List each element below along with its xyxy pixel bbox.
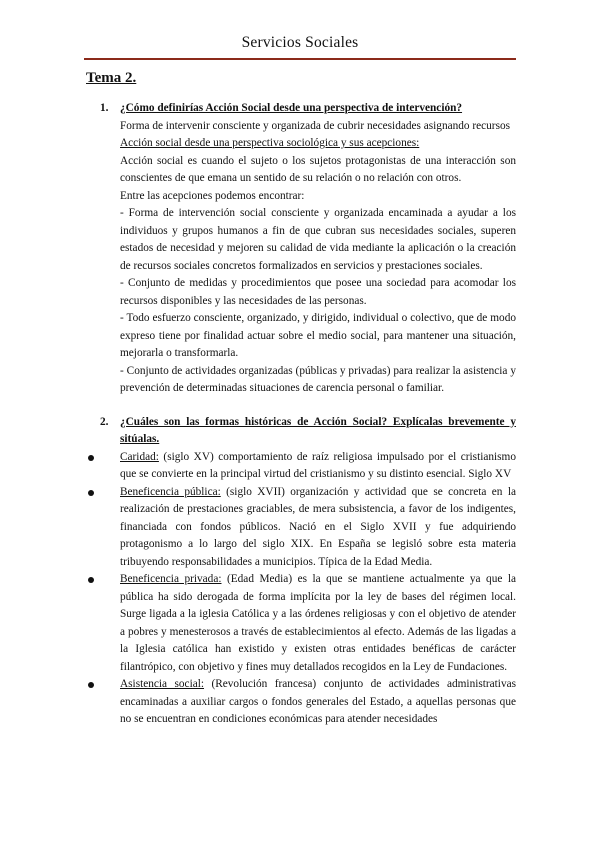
bullet-icon — [88, 577, 94, 583]
question-2 — [84, 414, 516, 449]
bullet-icon — [88, 455, 94, 461]
term-description: (Revolución francesa) conjunto de actividades administrativas encaminadas a auxiliar cargos o fondos generales del Estado, a aquellas personas que no se encuentran en condiciones económicas para atender necesidades — [120, 678, 517, 725]
historical-forms-list — [84, 449, 516, 729]
list-item — [84, 571, 516, 676]
question-2-title: ¿Cuáles son las formas históricas de Acción Social? Explícalas brevemente y sitúalas. — [120, 415, 516, 445]
bullet-icon — [88, 490, 94, 496]
page-header-title: Servicios Sociales — [241, 34, 359, 51]
answer-subtitle: Acción social desde una perspectiva sociológica y sus acepciones: — [120, 137, 420, 149]
acepcion-item: - Todo esfuerzo consciente, organizado, y dirigido, individual o colectivo, que de modo expreso tiene por finalidad actuar sobre el medio social, para mantener una situación, mejorarla o transformarla. — [120, 312, 516, 359]
list-item — [84, 449, 516, 484]
spacer — [84, 398, 516, 414]
bullet-icon — [88, 682, 94, 688]
acepcion-item: - Conjunto de medidas y procedimientos que posee una sociedad para acomodar los recursos disponibles y las necesidades de las personas. — [120, 277, 516, 307]
question-1-title: ¿Cómo definirías Acción Social desde una perspectiva de intervención? — [120, 102, 463, 114]
question-1 — [84, 100, 516, 398]
document-body — [84, 100, 516, 729]
question-1-number: 1. — [100, 102, 109, 114]
term-description: (siglo XVII) organización y actividad que se concreta en la realización de prestaciones graciables, de mera subsistencia, a favor de los indigentes, financiada con fondos públicos. Nació en el Siglo XVII y fue adquiriendo protagonismo a lo largo del siglo XIX. En España se legisló sobre esta materia tribuyendo responsabilidades a municipios. Típica de la Edad Media. — [120, 485, 516, 568]
list-item — [84, 676, 516, 729]
section-title: Tema 2. — [86, 70, 137, 86]
question-2-number: 2. — [100, 415, 109, 428]
header-rule — [84, 58, 516, 60]
acepcion-item: - Forma de intervención social consciente y organizada encaminada a ayudar a los individuos y grupos humanos a fin de que cubran sus necesidades sociales, superen estados de necesidad y mejoren su calidad de vida mediante la aplicación o la creación de recursos sociales concretos formalizados en servicios y prestaciones sociales. — [120, 207, 516, 272]
term-label: Asistencia social: — [120, 678, 205, 690]
term-label: Beneficencia pública: — [120, 485, 221, 498]
term-description: (siglo XV) comportamiento de raíz religiosa impulsado por el cristianismo que se convierte en la principal virtud del cristianismo y su distinto esencial. Siglo XV — [120, 450, 516, 480]
answer-paragraph: Acción social es cuando el sujeto o los sujetos protagonistas de una interacción son conscientes de que emana un sentido de su relación o no relación con otros. — [120, 154, 516, 184]
answer-paragraph: Forma de intervenir consciente y organizada de cubrir necesidades asignando recursos — [120, 119, 511, 132]
question-1-answer — [120, 118, 516, 398]
term-description: (Edad Media) es la que se mantiene actualmente ya que la pública ha sido derogada de forma implícita por la ley de bases del régimen local. Surge ligada a la iglesia Católica y a las órdenes religiosas y con el objetivo de atender a pobres y menesterosos a través de establecimientos al efecto. Además de las ligadas a la Iglesia católica han existido y existen otras entidades benéficas de carácter filantrópico, con objetivo y fines muy detallados recogidos en la Ley de Fundaciones. — [120, 573, 517, 673]
term-label: Caridad: — [120, 450, 159, 463]
answer-paragraph: Entre las acepciones podemos encontrar: — [120, 189, 305, 202]
term-label: Beneficencia privada: — [120, 573, 222, 585]
acepcion-item: - Conjunto de actividades organizadas (públicas y privadas) para realizar la asistencia y prevención de determinadas situaciones de carencia personal o familiar. — [120, 364, 516, 394]
list-item — [84, 484, 516, 572]
